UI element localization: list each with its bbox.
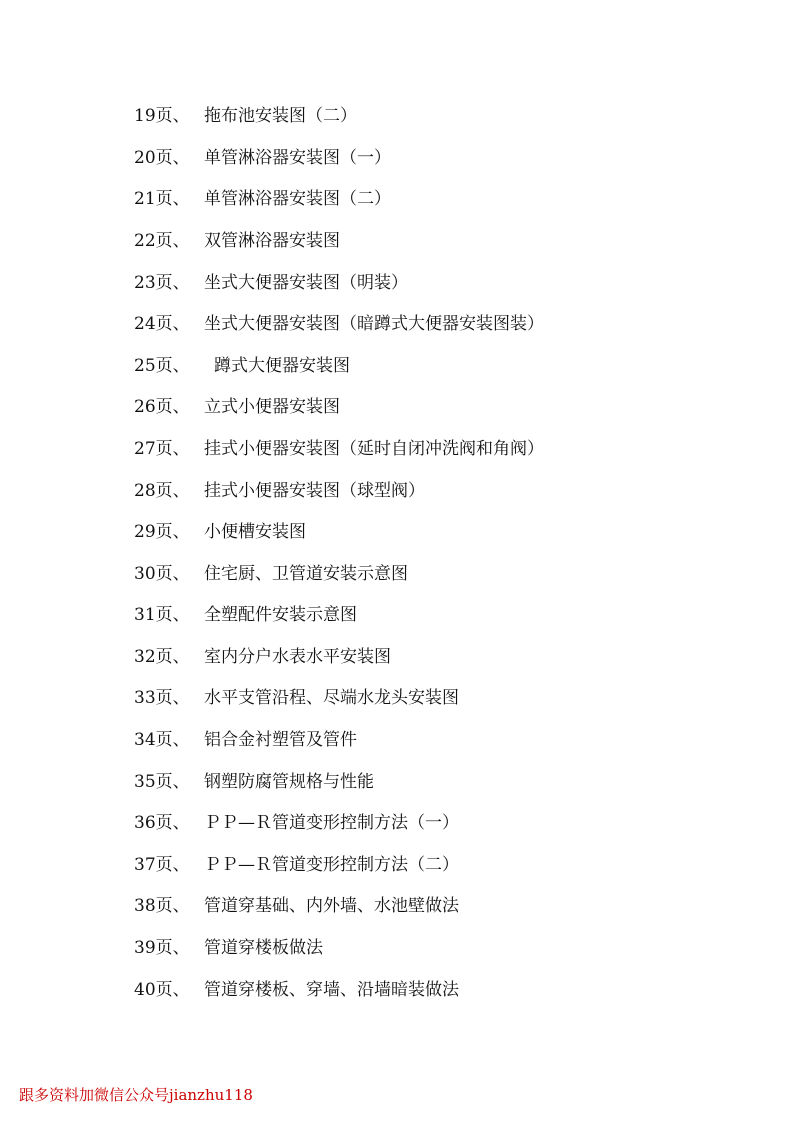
toc-row (134, 811, 754, 835)
toc-title: 管道穿楼板、穿墙、沿墙暗装做法 (204, 980, 459, 1000)
toc-row (134, 562, 754, 586)
toc-page-number: 34页、 (134, 730, 190, 750)
toc-title: 管道穿楼板做法 (204, 938, 323, 958)
toc-page-number: 38页、 (134, 896, 190, 916)
toc-row (134, 520, 754, 544)
toc-row (134, 978, 754, 1002)
toc-page-number: 32页、 (134, 647, 190, 667)
toc-row (134, 479, 754, 503)
toc-row (134, 645, 754, 669)
toc-title: 住宅厨、卫管道安装示意图 (204, 564, 408, 584)
toc-title: 挂式小便器安装图（延时自闭冲洗阀和角阀） (204, 439, 544, 459)
toc-row (134, 354, 754, 378)
toc-title: 单管淋浴器安装图（一） (204, 148, 391, 168)
toc-row (134, 187, 754, 211)
toc-row (134, 229, 754, 253)
toc-title: 水平支管沿程、尽端水龙头安装图 (204, 688, 459, 708)
watermark-text: 跟多资料加微信公众号jianzhu118 (19, 1086, 253, 1104)
toc-page-number: 40页、 (134, 980, 190, 1000)
toc-page-number: 31页、 (134, 605, 190, 625)
toc-row (134, 853, 754, 877)
toc-page-number: 19页、 (134, 106, 190, 126)
toc-page-number: 39页、 (134, 938, 190, 958)
toc-page-number: 22页、 (134, 231, 190, 251)
toc-page-number: 33页、 (134, 688, 190, 708)
toc-title: 小便槽安装图 (204, 522, 306, 542)
toc-title: 坐式大便器安装图（明装） (204, 273, 408, 293)
toc-title: ＰＰ—Ｒ管道变形控制方法（二） (204, 855, 459, 875)
toc-page-number: 21页、 (134, 189, 190, 209)
toc-title: 拖布池安装图（二） (204, 106, 357, 126)
toc-page-number: 28页、 (134, 481, 190, 501)
toc-title: 双管淋浴器安装图 (204, 231, 340, 251)
toc-title: 挂式小便器安装图（球型阀） (204, 481, 425, 501)
toc-row (134, 603, 754, 627)
toc-title: 蹲式大便器安装图 (214, 356, 350, 376)
toc-page-number: 35页、 (134, 772, 190, 792)
toc-title: 铝合金衬塑管及管件 (204, 730, 357, 750)
toc-title: ＰＰ—Ｒ管道变形控制方法（一） (204, 813, 459, 833)
toc-page-number: 36页、 (134, 813, 190, 833)
toc-page-number: 27页、 (134, 439, 190, 459)
toc-title: 全塑配件安装示意图 (204, 605, 357, 625)
toc-page-number: 37页、 (134, 855, 190, 875)
toc-page-number: 26页、 (134, 397, 190, 417)
toc-title: 立式小便器安装图 (204, 397, 340, 417)
toc-row (134, 146, 754, 170)
toc-title: 钢塑防腐管规格与性能 (204, 772, 374, 792)
toc-row (134, 271, 754, 295)
toc-page-number: 20页、 (134, 148, 190, 168)
toc-row (134, 104, 754, 128)
toc-row (134, 686, 754, 710)
toc-title: 单管淋浴器安装图（二） (204, 189, 391, 209)
toc-title: 管道穿基础、内外墙、水池壁做法 (204, 896, 459, 916)
toc-page-number: 23页、 (134, 273, 190, 293)
toc-page-number: 29页、 (134, 522, 190, 542)
toc-row (134, 312, 754, 336)
toc-title: 坐式大便器安装图（暗蹲式大便器安装图装） (204, 314, 544, 334)
toc-row (134, 894, 754, 918)
toc-page-number: 25页、 (134, 356, 190, 376)
toc-row (134, 437, 754, 461)
toc-page-number: 30页、 (134, 564, 190, 584)
toc-title: 室内分户水表水平安装图 (204, 647, 391, 667)
toc-row (134, 728, 754, 752)
toc-page-number: 24页、 (134, 314, 190, 334)
toc-row (134, 936, 754, 960)
toc-row (134, 395, 754, 419)
toc-row (134, 770, 754, 794)
